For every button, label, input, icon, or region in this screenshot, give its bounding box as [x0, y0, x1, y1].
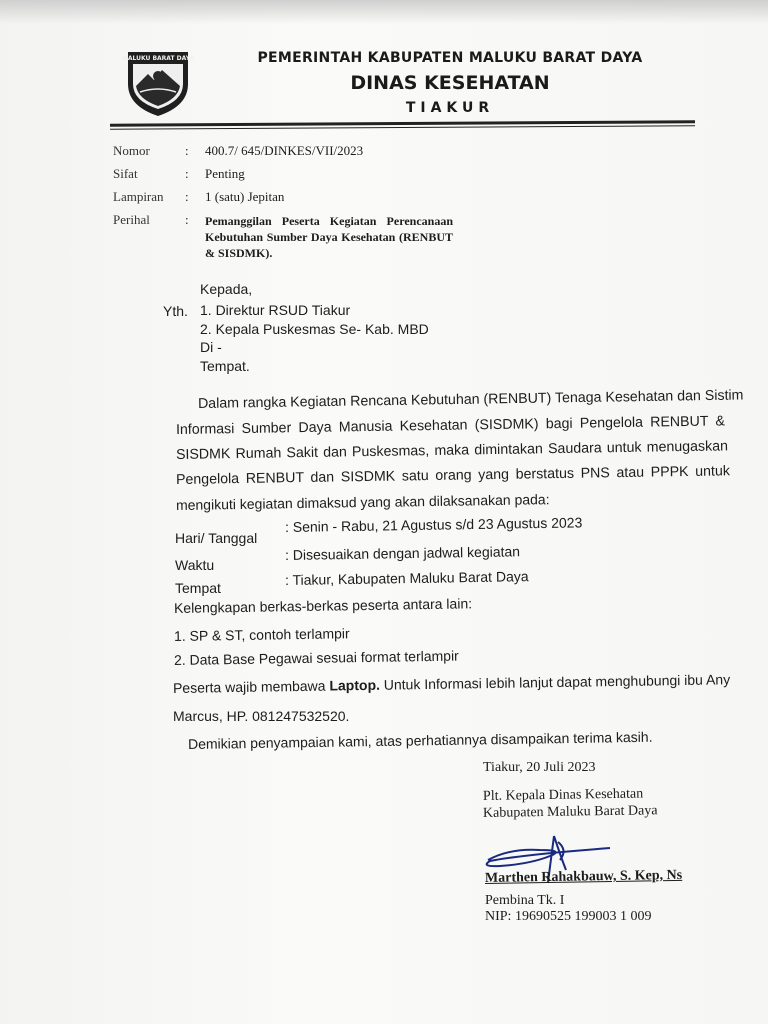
signer-title-1: Plt. Kepala Dinas Kesehatan — [482, 786, 644, 804]
paragraph-line: Pengelola RENBUT dan SISDMK satu orang yang berstatus PNS atau PPPK untuk — [175, 463, 731, 488]
meta-label: Lampiran — [113, 189, 164, 204]
letterhead-city: TIAKUR — [405, 100, 495, 116]
contact-line: Marcus, HP. 081247532520. — [173, 708, 350, 724]
place-date: Tiakur, 20 Juli 2023 — [483, 760, 596, 775]
paper-shadow — [0, 0, 768, 24]
meta-separator: : — [185, 143, 189, 158]
subject-text: Pemanggilan Peserta Kegiatan Perencanaan Kebutuhan Sumber Daya Kesehatan (RENBUT & SISDMK). — [205, 214, 453, 260]
schedule-value-place: : Tiakur, Kabupaten Maluku Barat Daya — [284, 568, 529, 588]
paragraph-line: SISDMK Rumah Sakit dan Puskesmas, maka dimintakan Saudara untuk menugaskan — [175, 438, 729, 463]
laptop-post: Untuk Informasi lebih lanjut dapat menghubungi ibu Any — [379, 671, 731, 693]
meta-separator: : — [185, 166, 189, 181]
letterhead-agency: DINAS KESEHATAN — [350, 72, 550, 94]
paragraph-line: Informasi Sumber Daya Manusia Kesehatan (SISDMK) bagi Pengelola RENBUT & — [175, 413, 726, 438]
paragraph-line: mengikuti kegiatan dimaksud yang akan dilaksanakan pada: — [175, 491, 550, 513]
meta-label: Sifat — [113, 166, 138, 181]
signer-title-2: Kabupaten Maluku Barat Daya — [482, 803, 658, 821]
signer-rank: Pembina Tk. I — [485, 893, 565, 908]
signer-nip: NIP: 19690525 199003 1 009 — [485, 909, 652, 924]
requirement-1: 1. SP & ST, contoh terlampir — [173, 625, 350, 644]
closing-line: Demikian penyampaian kami, atas perhatiannya disampaikan terima kasih. — [187, 728, 653, 752]
meta-label: Nomor — [113, 143, 150, 158]
laptop-pre: Peserta wajib membawa — [172, 677, 330, 696]
yth-label: Yth. — [163, 303, 188, 319]
meta-value: Penting — [205, 166, 245, 181]
recipient-1: 1. Direktur RSUD Tiakur — [200, 302, 351, 318]
requirement-2: 2. Data Base Pegawai sesuai format terlampir — [173, 647, 459, 668]
recipient-2: 2. Kepala Puskesmas Se- Kab. MBD — [200, 321, 429, 337]
meta-label: Perihal — [113, 212, 150, 227]
schedule-value-date: : Senin - Rabu, 21 Agustus s/d 23 Agustus 2023 — [284, 514, 583, 535]
schedule-label-time: Waktu — [175, 557, 215, 573]
signer-name: Marthen Rahakbauw, S. Kep, Ns — [484, 867, 683, 886]
schedule-label-date: Hari/ Tanggal — [175, 530, 258, 546]
meta-value: 1 (satu) Jepitan — [205, 189, 285, 204]
address-di: Di - — [200, 339, 222, 355]
address-tempat: Tempat. — [200, 358, 250, 374]
laptop-bold: Laptop. — [329, 676, 381, 694]
meta-value: 400.7/ 645/DINKES/VII/2023 — [205, 143, 364, 158]
meta-separator: : — [185, 212, 189, 227]
schedule-label-place: Tempat — [175, 580, 221, 596]
meta-separator: : — [185, 189, 189, 204]
schedule-value-time: : Disesuaikan dengan jadwal kegiatan — [284, 543, 521, 563]
laptop-sentence — [173, 671, 730, 696]
paragraph-line: Dalam rangka Kegiatan Rencana Kebutuhan (RENBUT) Tenaga Kesehatan dan Sistim — [197, 387, 744, 412]
requirements-intro: Kelengkapan berkas-berkas peserta antara lain: — [173, 595, 473, 616]
letterhead-government: PEMERINTAH KABUPATEN MALUKU BARAT DAYA — [257, 50, 643, 66]
regency-emblem — [120, 44, 196, 120]
salutation: Kepada, — [200, 281, 253, 297]
emblem-text: MALUKU BARAT DAYA — [121, 55, 195, 62]
